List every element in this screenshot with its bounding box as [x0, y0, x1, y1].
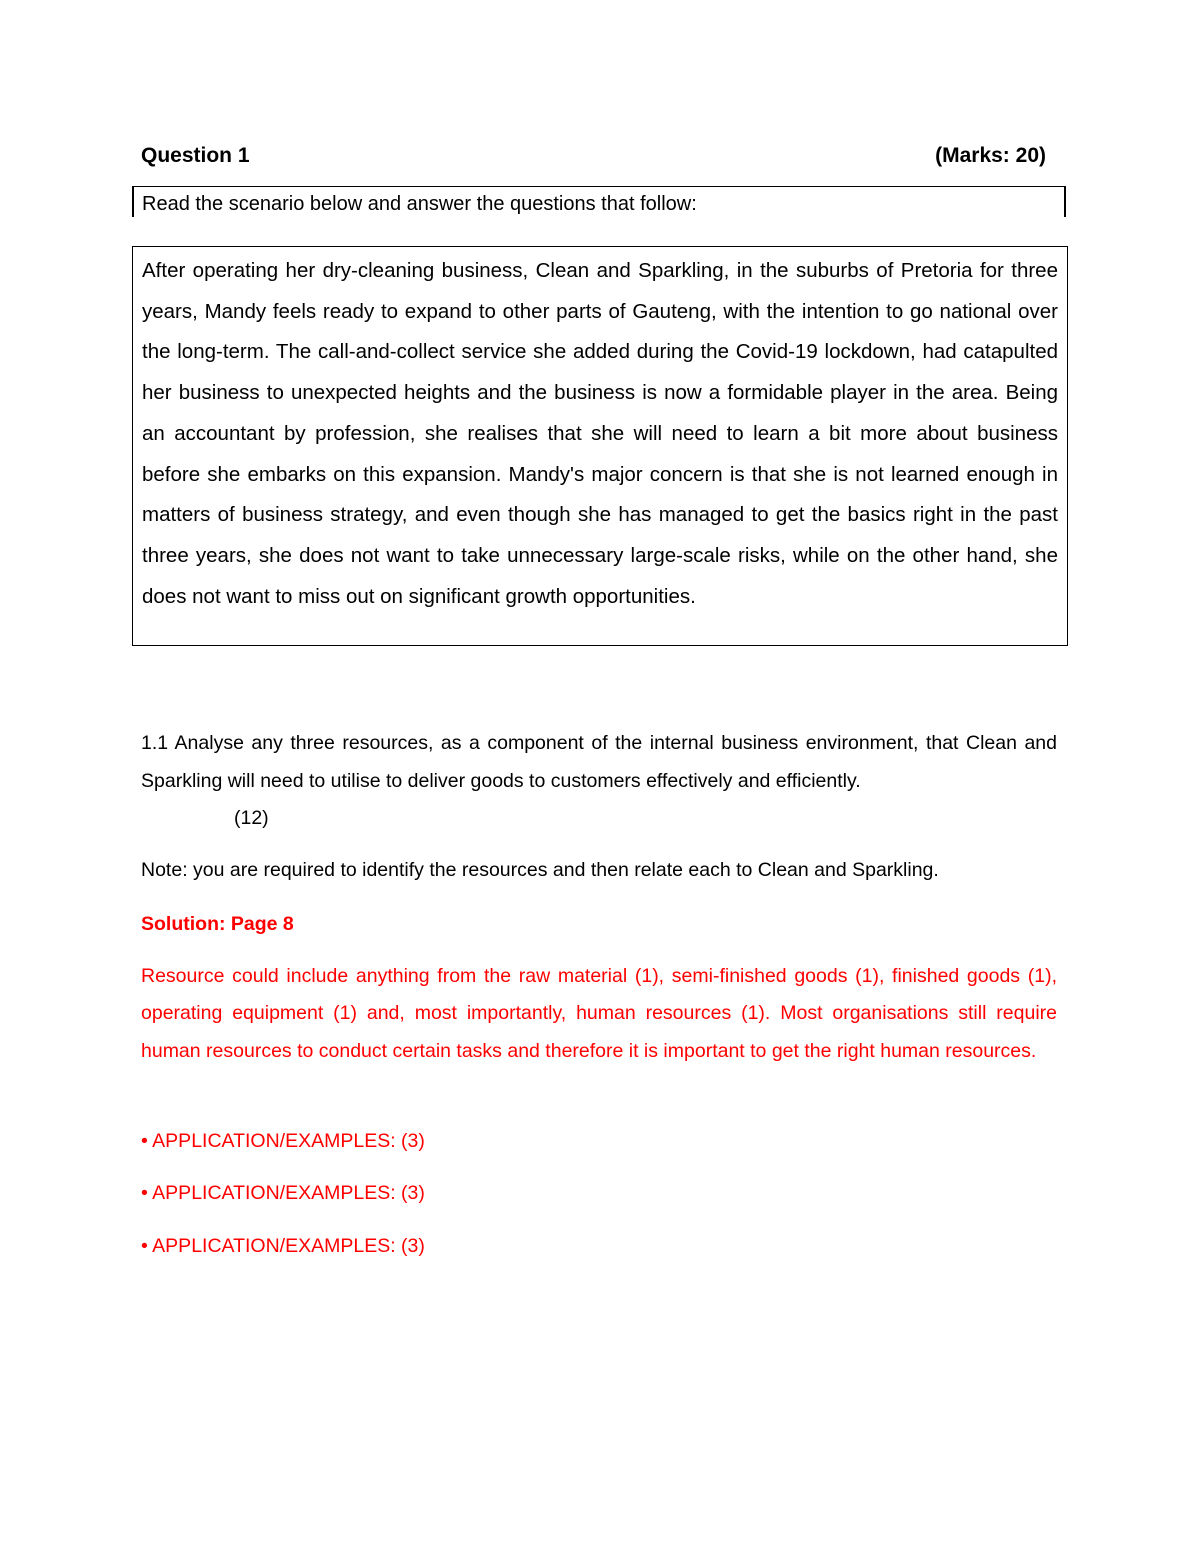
sub-question-text: 1.1 Analyse any three resources, as a component of the internal business environment, that Clean and Sparkling will need to utilise to deliver goods to customers effectively and efficiently.: [141, 732, 1057, 792]
sub-question-marks: (12): [234, 807, 269, 829]
sub-question-note: Note: you are required to identify the resources and then relate each to Clean and Sparkling.: [141, 859, 939, 881]
solution-body: Resource could include anything from the raw material (1), semi-finished goods (1), finished goods (1), operating equipment (1) and, most importantly, human resources (1). Most organisations still require human resources to conduct certain tasks and therefore it is important to get the right human resources.: [141, 965, 1057, 1062]
solution-bullet-3: • APPLICATION/EXAMPLES: (3): [141, 1235, 425, 1257]
question-title: Question 1: [141, 144, 250, 167]
solution-bullet-2: • APPLICATION/EXAMPLES: (3): [141, 1182, 425, 1204]
solution-title: Solution: Page 8: [141, 913, 294, 935]
question-header: [141, 143, 1046, 169]
instruction-box: [132, 186, 1066, 217]
solution-bullet-1: • APPLICATION/EXAMPLES: (3): [141, 1130, 425, 1152]
instruction-text: Read the scenario below and answer the questions that follow:: [142, 193, 697, 215]
question-marks: (Marks: 20): [935, 144, 1046, 167]
scenario-box: [132, 246, 1068, 646]
scenario-text: After operating her dry-cleaning business, Clean and Sparkling, in the suburbs of Pretoria for three years, Mandy feels ready to expand to other parts of Gauteng, with the intention to go national over the long-term. The call-and-collect service she added during the Covid-19 lockdown, had catapulted her business to unexpected heights and the business is now a formidable player in the area. Being an accountant by profession, she realises that she will need to learn a bit more about business before she embarks on this expansion. Mandy's major concern is that she is not learned enough in matters of business strategy, and even though she has managed to get the basics right in the past three years, she does not want to take unnecessary large-scale risks, while on the other hand, she does not want to miss out on significant growth opportunities.: [142, 259, 1058, 608]
